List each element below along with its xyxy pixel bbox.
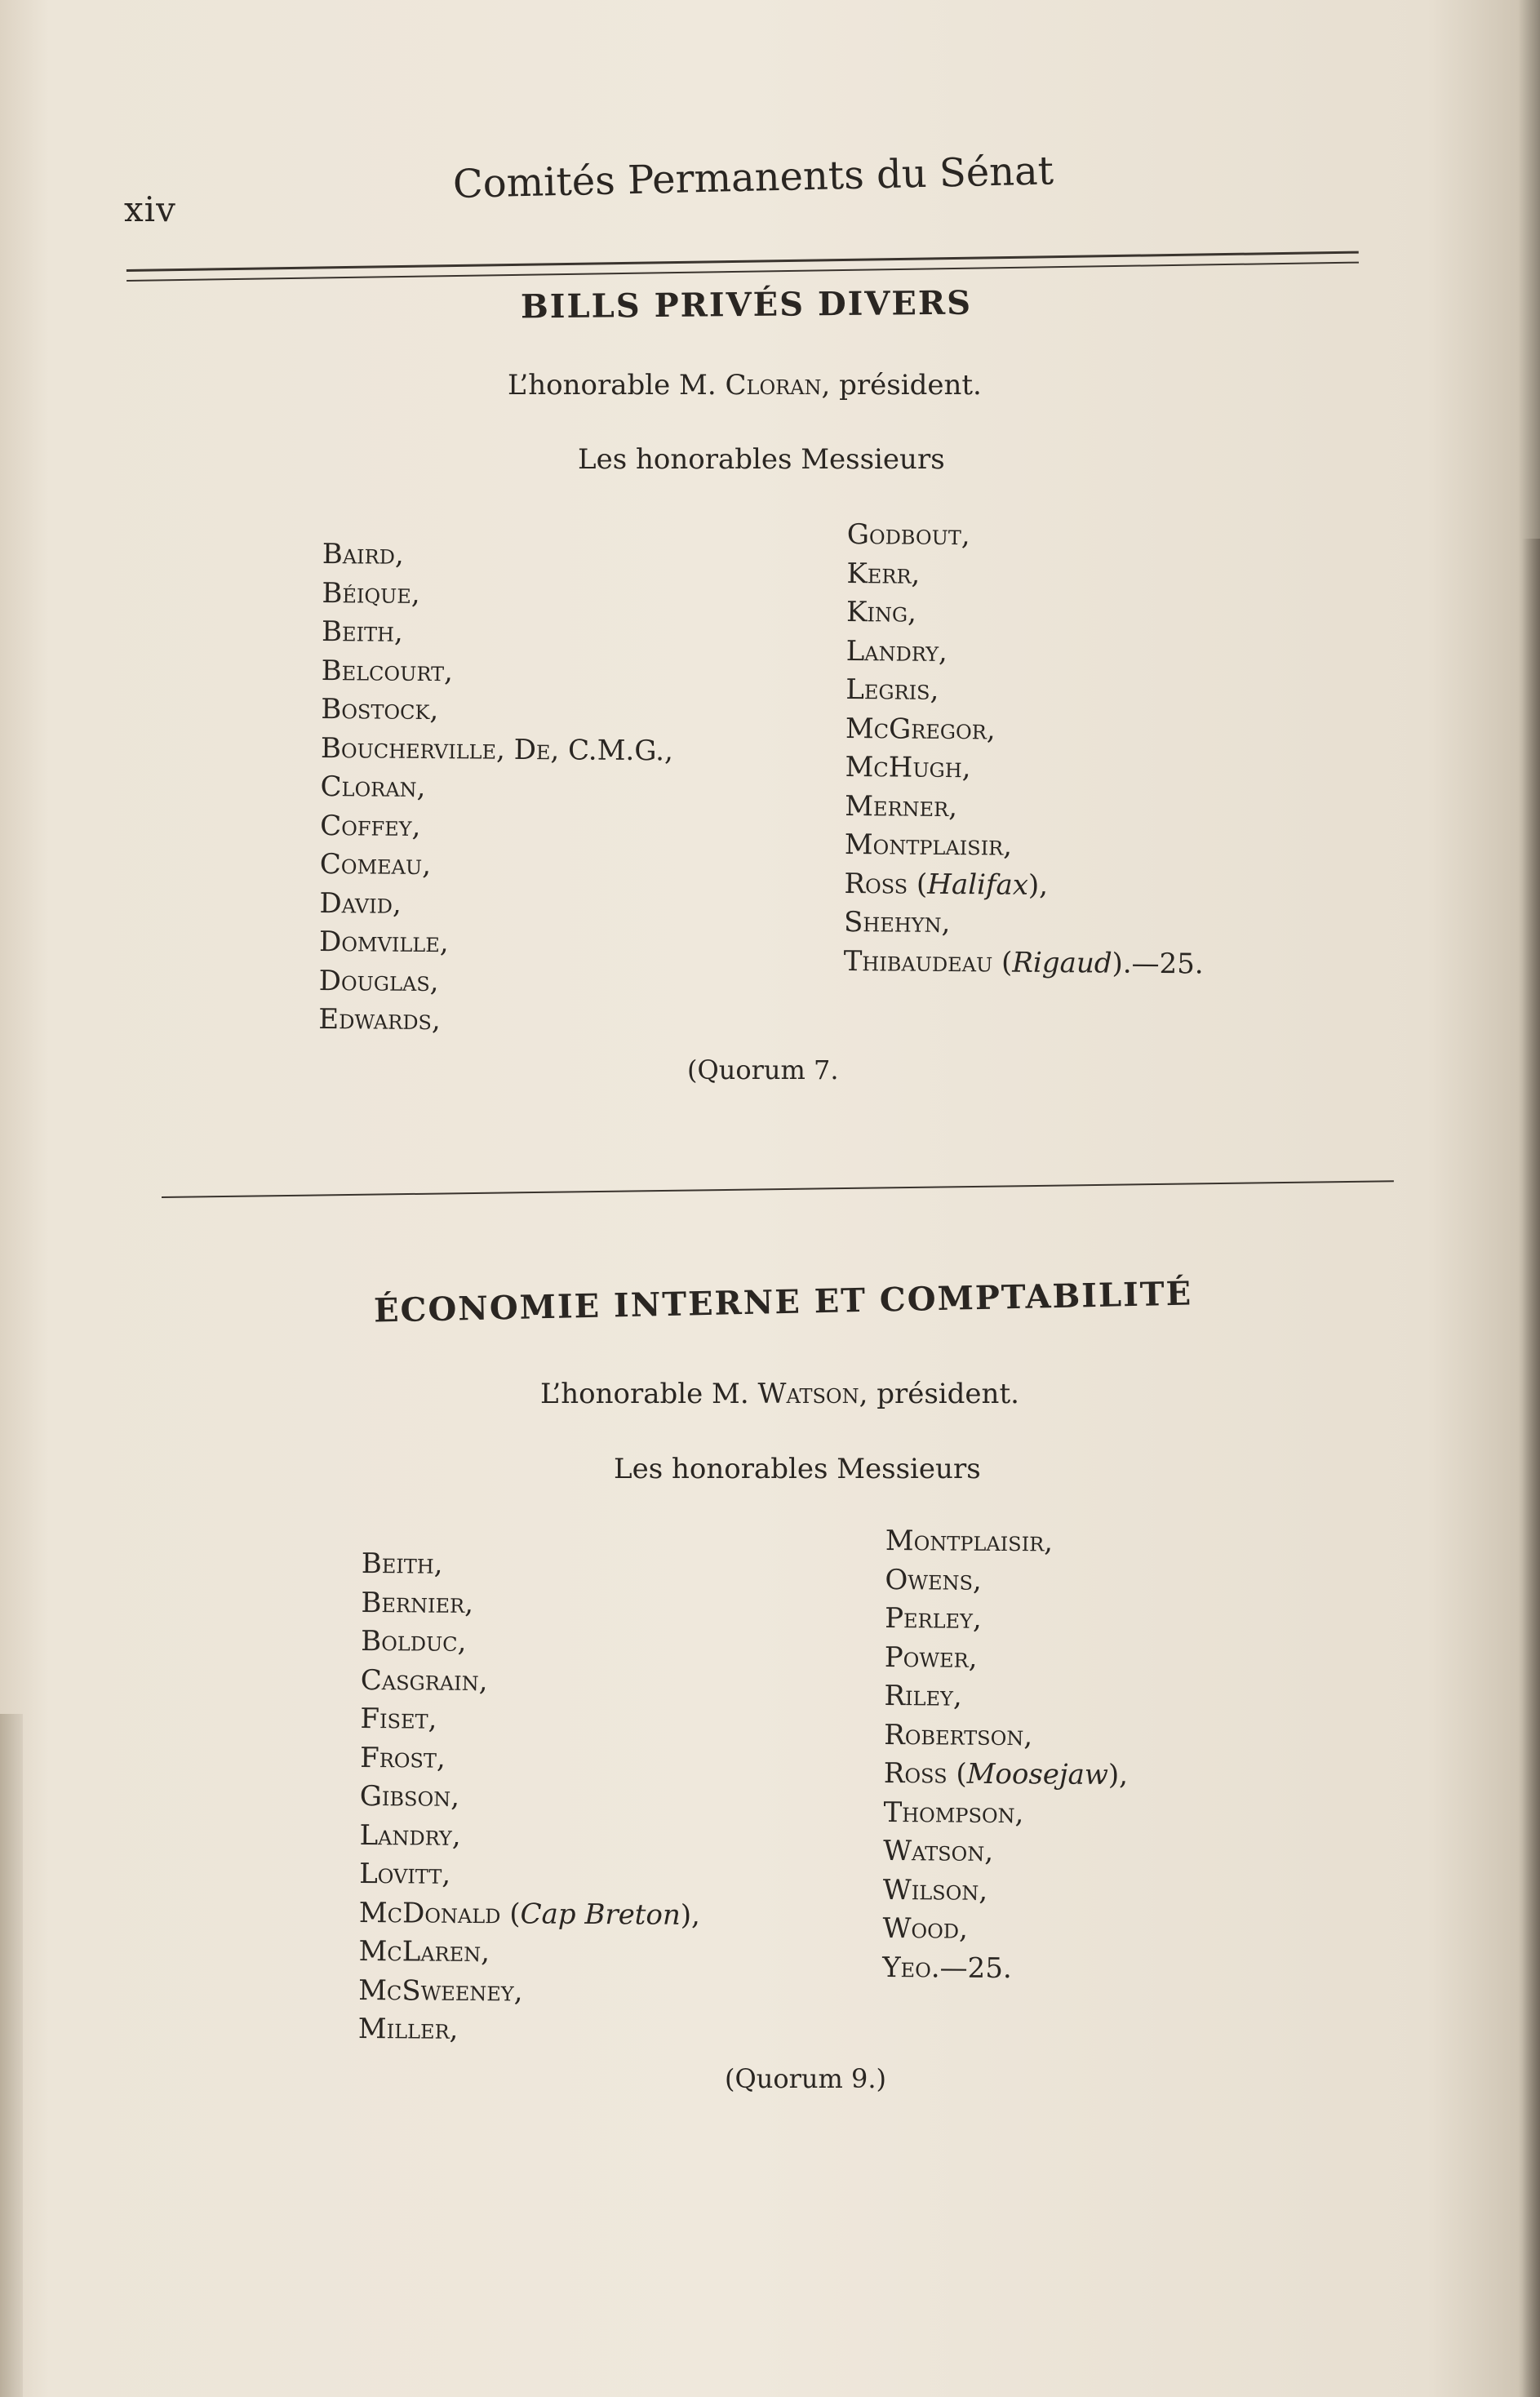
section-title: ÉCONOMIE INTERNE ET COMPTABILITÉ [373,1274,1193,1330]
member-name: Riley, [884,1679,962,1713]
member-name: King, [845,595,917,629]
member-name: Montplaisir, [885,1524,1054,1559]
member-name: Wilson, [882,1873,988,1907]
member-name: Montplaisir, [844,828,1013,863]
member-name: Thibaudeau (Rigaud).—25. [843,944,1204,980]
chair-name: Watson [757,1378,859,1410]
member-name: Boucherville, De, C.M.G., [320,731,674,767]
header-double-rule [126,251,1359,282]
member-name: Wood, [882,1911,969,1946]
members-right-column [882,1522,1129,1989]
member-name: Ross (Halifax), [844,867,1049,902]
chair-line [508,369,982,402]
member-name: Shehyn, [843,905,951,940]
members-left-column [358,1545,703,2051]
member-name: Cloran, [320,770,426,805]
members-left-column [318,535,675,1042]
chair-prefix: L’honorable M. [540,1378,758,1410]
member-name: Bolduc, [361,1624,467,1658]
member-name: Owens, [885,1563,982,1597]
member-name: Godbout, [846,517,970,553]
member-name: Béique, [322,576,420,610]
chair-line [540,1378,1019,1410]
member-name: Yeo.—25. [882,1951,1012,1985]
members-intro: Les honorables Messieurs [578,443,945,476]
quorum-note: (Quorum 7. [687,1054,839,1085]
member-name: Ross (Moosejaw), [883,1756,1129,1792]
member-name: Frost, [360,1741,446,1775]
member-name: Landry, [845,634,948,668]
member-name: Legris, [845,672,939,707]
quorum-note: (Quorum 9.) [725,2063,887,2094]
chair-name: Cloran [725,369,822,402]
members-right-column [844,516,1207,983]
chair-suffix: , président. [821,369,982,402]
member-name: McHugh, [845,750,971,785]
section-divider-rule [162,1180,1394,1198]
member-name: Robertson, [884,1718,1033,1752]
page-number: xiv [124,189,176,229]
member-name: McLaren, [358,1934,490,1969]
member-name: Merner, [845,789,958,823]
member-name: McGregor, [845,712,996,746]
member-name: Landry, [359,1818,461,1853]
member-name: Kerr, [846,557,921,591]
member-name: Beith, [361,1547,443,1581]
member-name: David, [319,886,402,921]
section-title: BILLS PRIVÉS DIVERS [520,283,973,326]
member-name: Coffey, [320,809,421,843]
member-name: Gibson, [359,1779,460,1813]
member-name: Bernier, [361,1586,474,1620]
page-left-edge [0,1714,23,2397]
member-name: Edwards, [318,1002,441,1037]
running-title: Comités Permanents du Sénat [452,148,1054,207]
member-name: Belcourt, [321,654,454,688]
member-name: Domville, [318,925,449,960]
members-intro: Les honorables Messieurs [614,1453,981,1485]
member-name: Bostock, [321,692,439,727]
member-name: Beith, [321,615,403,649]
member-name: Perley, [885,1601,982,1636]
member-name: Comeau, [319,847,432,882]
member-name: Thompson, [883,1796,1024,1830]
member-name: Douglas, [318,964,439,998]
member-name: Lovitt, [359,1857,451,1891]
member-name: Watson, [883,1834,994,1868]
page-edge-shadow [1522,539,1540,2397]
member-name: Fiset, [360,1702,437,1736]
member-name: McSweeney, [358,1973,523,2008]
member-name: Miller, [357,2012,459,2046]
member-name: Power, [884,1640,978,1675]
member-name: McDonald (Cap Breton), [358,1896,701,1932]
chair-suffix: , président. [859,1378,1019,1410]
member-name: Baird, [322,537,404,571]
member-name: Casgrain, [360,1663,488,1698]
chair-prefix: L’honorable M. [508,369,726,402]
